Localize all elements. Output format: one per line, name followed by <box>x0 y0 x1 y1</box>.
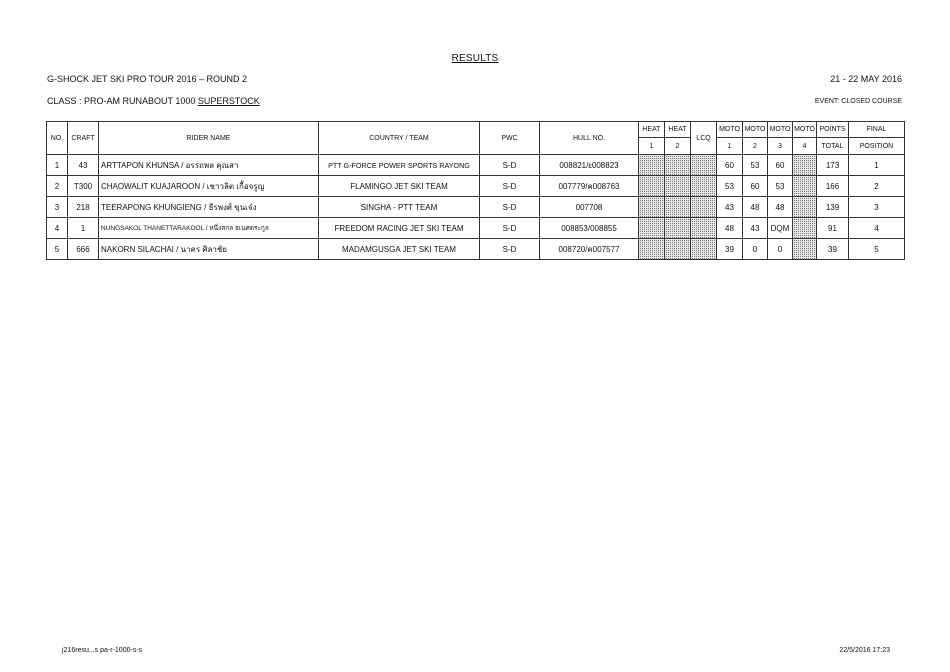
cell-moto3: 60 <box>768 155 793 176</box>
cell-pwc: S-D <box>480 197 540 218</box>
cell-rider: NAKORN SILACHAI / นาคร ศิลาชัย <box>99 239 319 260</box>
cell-moto3: 53 <box>768 176 793 197</box>
col-subheader-points: TOTAL <box>817 138 849 155</box>
cell-final-position: 5 <box>849 239 905 260</box>
cell-team: MADAMGUSGA JET SKI TEAM <box>319 239 480 260</box>
cell-lcq-empty <box>691 218 717 239</box>
col-header-hull: HULL NO. <box>540 122 639 155</box>
cell-moto3: 0 <box>768 239 793 260</box>
cell-final-position: 1 <box>849 155 905 176</box>
cell-moto4-empty <box>793 239 817 260</box>
cell-moto2: 53 <box>743 155 768 176</box>
cell-lcq-empty <box>691 176 717 197</box>
cell-heat1-empty <box>639 239 665 260</box>
col-header-pwc: PWC <box>480 122 540 155</box>
cell-moto1: 43 <box>717 197 743 218</box>
cell-moto3: 48 <box>768 197 793 218</box>
cell-pwc: S-D <box>480 239 540 260</box>
cell-rider: CHAOWALIT KUAJAROON / เชาวลิต เกื้อจรูญ <box>99 176 319 197</box>
cell-hull: 008853/008855 <box>540 218 639 239</box>
cell-moto4-empty <box>793 197 817 218</box>
cell-points-total: 139 <box>817 197 849 218</box>
col-header-no: NO. <box>47 122 68 155</box>
cell-final-position: 2 <box>849 176 905 197</box>
cell-team: FREEDOM RACING JET SKI TEAM <box>319 218 480 239</box>
footer-filename: j216resu...s pa-r-1000-s-s <box>62 647 143 654</box>
class-line <box>47 96 260 106</box>
cell-craft: 1 <box>68 218 99 239</box>
cell-no: 3 <box>47 197 68 218</box>
cell-moto4-empty <box>793 218 817 239</box>
col-header-moto2: MOTO <box>743 122 768 138</box>
col-subheader-heat2: 2 <box>665 138 691 155</box>
cell-lcq-empty <box>691 197 717 218</box>
cell-hull: 008720/ค007577 <box>540 239 639 260</box>
col-header-team: COUNTRY / TEAM <box>319 122 480 155</box>
table-row <box>47 197 905 218</box>
col-subheader-moto4: 4 <box>793 138 817 155</box>
class-name-underlined: SUPERSTOCK <box>197 96 260 106</box>
col-subheader-final: POSITION <box>849 138 905 155</box>
cell-final-position: 3 <box>849 197 905 218</box>
col-header-moto3: MOTO <box>768 122 793 138</box>
cell-hull: 007779/ค008763 <box>540 176 639 197</box>
cell-moto1: 48 <box>717 218 743 239</box>
col-header-heat2: HEAT <box>665 122 691 138</box>
col-subheader-moto3: 3 <box>768 138 793 155</box>
event-name: G-SHOCK JET SKI PRO TOUR 2016 – ROUND 2 <box>47 74 248 84</box>
cell-heat2-empty <box>665 239 691 260</box>
cell-heat2-empty <box>665 218 691 239</box>
cell-pwc: S-D <box>480 155 540 176</box>
col-header-rider: RIDER NAME <box>99 122 319 155</box>
cell-rider: TEERAPONG KHUNGIENG / ธีรพงศ์ ขุนเจ๋ง <box>99 197 319 218</box>
col-header-points: POINTS <box>817 122 849 138</box>
cell-moto1: 39 <box>717 239 743 260</box>
header-row-top <box>47 122 905 138</box>
table-row <box>47 218 905 239</box>
cell-no: 5 <box>47 239 68 260</box>
cell-moto3: DQM <box>768 218 793 239</box>
cell-moto1: 60 <box>717 155 743 176</box>
col-header-final: FINAL <box>849 122 905 138</box>
class-prefix: CLASS : PRO-AM RUNABOUT 1000 <box>47 96 198 106</box>
col-header-moto4: MOTO <box>793 122 817 138</box>
cell-points-total: 91 <box>817 218 849 239</box>
cell-team: PTT G-FORCE POWER SPORTS RAYONG <box>319 155 480 176</box>
cell-lcq-empty <box>691 155 717 176</box>
col-subheader-heat1: 1 <box>639 138 665 155</box>
cell-heat1-empty <box>639 197 665 218</box>
cell-hull: 007708 <box>540 197 639 218</box>
cell-no: 1 <box>47 155 68 176</box>
cell-moto2: 60 <box>743 176 768 197</box>
results-table <box>46 121 905 260</box>
document-title: RESULTS <box>451 53 499 64</box>
cell-pwc: S-D <box>480 218 540 239</box>
cell-craft: T300 <box>68 176 99 197</box>
cell-no: 2 <box>47 176 68 197</box>
cell-moto1: 53 <box>717 176 743 197</box>
cell-hull: 008821/ε008823 <box>540 155 639 176</box>
cell-pwc: S-D <box>480 176 540 197</box>
cell-heat2-empty <box>665 176 691 197</box>
cell-points-total: 39 <box>817 239 849 260</box>
table-row <box>47 155 905 176</box>
cell-craft: 666 <box>68 239 99 260</box>
table-row <box>47 239 905 260</box>
cell-craft: 218 <box>68 197 99 218</box>
col-header-craft: CRAFT <box>68 122 99 155</box>
cell-no: 4 <box>47 218 68 239</box>
cell-heat1-empty <box>639 155 665 176</box>
table-row <box>47 176 905 197</box>
event-date: 21 - 22 MAY 2016 <box>830 74 902 84</box>
cell-moto2: 43 <box>743 218 768 239</box>
cell-rider: ARTTAPON KHUNSA / อรรถพล คุณสา <box>99 155 319 176</box>
col-subheader-moto1: 1 <box>717 138 743 155</box>
cell-moto4-empty <box>793 176 817 197</box>
cell-heat1-empty <box>639 218 665 239</box>
cell-heat2-empty <box>665 197 691 218</box>
cell-moto2: 0 <box>743 239 768 260</box>
col-header-lcq: LCQ <box>691 122 717 155</box>
cell-moto2: 48 <box>743 197 768 218</box>
cell-moto4-empty <box>793 155 817 176</box>
col-header-heat1: HEAT <box>639 122 665 138</box>
cell-heat1-empty <box>639 176 665 197</box>
cell-rider: NUNGSAKOL THANETTARAKOOL / หนึ่งสกล ธเนศตระกูล <box>99 218 319 239</box>
footer-timestamp: 22/5/2016 17:23 <box>839 647 890 654</box>
cell-points-total: 173 <box>817 155 849 176</box>
cell-team: SINGHA - PTT TEAM <box>319 197 480 218</box>
col-header-moto1: MOTO <box>717 122 743 138</box>
col-subheader-moto2: 2 <box>743 138 768 155</box>
cell-lcq-empty <box>691 239 717 260</box>
cell-team: FLAMINGO JET SKI TEAM <box>319 176 480 197</box>
event-type: EVENT: CLOSED COURSE <box>814 98 902 105</box>
cell-final-position: 4 <box>849 218 905 239</box>
cell-craft: 43 <box>68 155 99 176</box>
cell-heat2-empty <box>665 155 691 176</box>
cell-points-total: 166 <box>817 176 849 197</box>
